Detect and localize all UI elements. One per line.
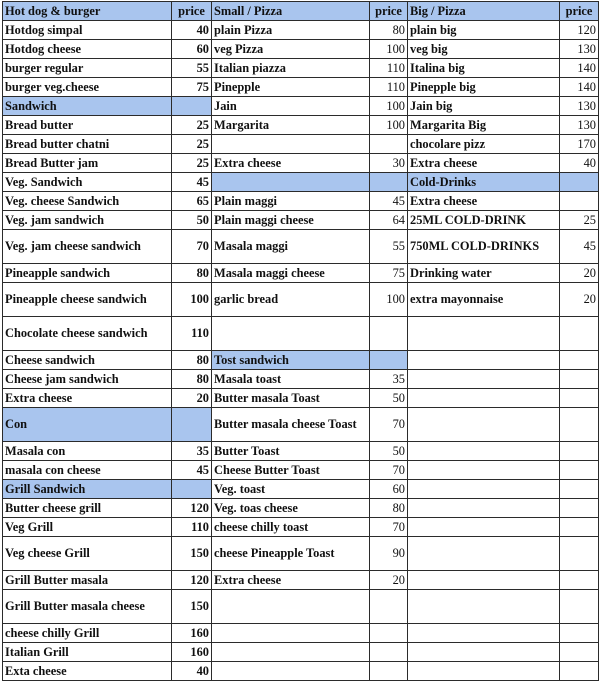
col3-price-header: price (560, 2, 599, 21)
menu-item-name: Veg. jam sandwich (3, 211, 172, 230)
menu-item-name: Extra cheese (212, 154, 370, 173)
menu-row (3, 116, 599, 135)
menu-item-price (560, 461, 599, 480)
menu-item-name: burger veg.cheese (3, 78, 172, 97)
menu-item-price: 65 (172, 192, 212, 211)
menu-item-price: 40 (172, 21, 212, 40)
menu-item-name (212, 590, 370, 624)
menu-row (3, 230, 599, 264)
menu-item-name (212, 662, 370, 681)
menu-item-name: Bread butter (3, 116, 172, 135)
menu-item-price (560, 442, 599, 461)
menu-item-price (560, 389, 599, 408)
menu-item-price (172, 97, 212, 116)
menu-item-price: 25 (172, 116, 212, 135)
menu-item-price: 100 (370, 40, 408, 59)
menu-item-price: 80 (370, 21, 408, 40)
menu-item-name: Extra cheese (408, 154, 560, 173)
menu-item-name: Pinepple big (408, 78, 560, 97)
menu-row (3, 211, 599, 230)
menu-item-price: 100 (172, 283, 212, 317)
menu-item-name: Veg cheese Grill (3, 537, 172, 571)
menu-item-price (560, 351, 599, 370)
menu-item-name: cheese chilly toast (212, 518, 370, 537)
menu-item-name: 750ML COLD-DRINKS (408, 230, 560, 264)
menu-item-name: Butter Toast (212, 442, 370, 461)
menu-item-price: 160 (172, 643, 212, 662)
menu-item-price (560, 499, 599, 518)
menu-item-price: 20 (370, 571, 408, 590)
menu-item-price (560, 408, 599, 442)
menu-item-price: 55 (370, 230, 408, 264)
menu-item-price (560, 624, 599, 643)
menu-item-name (408, 624, 560, 643)
menu-item-price: 120 (172, 499, 212, 518)
menu-item-price: 130 (560, 97, 599, 116)
menu-item-name: Extra cheese (3, 389, 172, 408)
menu-item-price (172, 408, 212, 442)
menu-item-name: Masala con (3, 442, 172, 461)
col2-price-header: price (370, 2, 408, 21)
menu-item-price: 45 (172, 173, 212, 192)
menu-item-price (370, 351, 408, 370)
menu-item-price (172, 480, 212, 499)
menu-item-name: garlic bread (212, 283, 370, 317)
menu-item-price: 75 (370, 264, 408, 283)
menu-item-name: Butter masala Toast (212, 389, 370, 408)
menu-item-name: masala con cheese (3, 461, 172, 480)
menu-item-name (408, 537, 560, 571)
menu-item-price: 130 (560, 116, 599, 135)
menu-item-name: Masala toast (212, 370, 370, 389)
menu-item-price: 70 (172, 230, 212, 264)
menu-item-price (560, 173, 599, 192)
section-heading (212, 173, 370, 192)
menu-item-name: Veg Grill (3, 518, 172, 537)
menu-item-price (560, 662, 599, 681)
menu-row (3, 264, 599, 283)
menu-item-name: Chocolate cheese sandwich (3, 317, 172, 351)
menu-item-price: 70 (370, 461, 408, 480)
menu-row (3, 283, 599, 317)
menu-item-name (408, 370, 560, 389)
menu-item-price (560, 518, 599, 537)
menu-item-name (408, 351, 560, 370)
menu-row (3, 317, 599, 351)
menu-row (3, 40, 599, 59)
menu-item-name (408, 389, 560, 408)
header-row (3, 2, 599, 21)
menu-row (3, 480, 599, 499)
menu-row (3, 499, 599, 518)
menu-item-name: Drinking water (408, 264, 560, 283)
menu-item-price: 35 (370, 370, 408, 389)
menu-item-name (212, 624, 370, 643)
menu-item-price: 70 (370, 518, 408, 537)
menu-item-price (560, 571, 599, 590)
menu-row (3, 154, 599, 173)
menu-row (3, 518, 599, 537)
menu-item-name: Bread butter chatni (3, 135, 172, 154)
menu-row (3, 624, 599, 643)
menu-item-price: 25 (172, 154, 212, 173)
menu-item-name: plain Pizza (212, 21, 370, 40)
menu-item-name: Veg. toas cheese (212, 499, 370, 518)
menu-item-price: 50 (370, 442, 408, 461)
menu-item-price (560, 317, 599, 351)
menu-item-name (408, 662, 560, 681)
menu-row (3, 192, 599, 211)
menu-item-price: 25 (560, 211, 599, 230)
menu-item-price: 80 (172, 370, 212, 389)
menu-item-price (370, 624, 408, 643)
menu-item-name: Pineapple cheese sandwich (3, 283, 172, 317)
menu-item-price (560, 590, 599, 624)
menu-item-name: Margarita Big (408, 116, 560, 135)
menu-row (3, 662, 599, 681)
menu-item-name: Hotdog simpal (3, 21, 172, 40)
section-heading: Cold-Drinks (408, 173, 560, 192)
menu-item-name (408, 590, 560, 624)
menu-item-price: 80 (172, 351, 212, 370)
menu-item-name: Veg. jam cheese sandwich (3, 230, 172, 264)
menu-item-name (408, 408, 560, 442)
menu-item-price (370, 643, 408, 662)
menu-item-name (408, 461, 560, 480)
menu-row (3, 389, 599, 408)
menu-row (3, 370, 599, 389)
menu-item-name: Plain maggi cheese (212, 211, 370, 230)
menu-item-name: plain big (408, 21, 560, 40)
menu-item-price (370, 135, 408, 154)
menu-item-price: 45 (172, 461, 212, 480)
menu-item-name: Margarita (212, 116, 370, 135)
section-heading: Sandwich (3, 97, 172, 116)
menu-item-price: 150 (172, 590, 212, 624)
menu-item-name: Cheese jam sandwich (3, 370, 172, 389)
menu-item-price: 75 (172, 78, 212, 97)
col1-header: Hot dog & burger (3, 2, 172, 21)
section-heading: Tost sandwich (212, 351, 370, 370)
menu-item-price (370, 590, 408, 624)
menu-item-name (408, 480, 560, 499)
menu-item-name (212, 317, 370, 351)
menu-item-name: Jain (212, 97, 370, 116)
menu-item-name: Pinepple (212, 78, 370, 97)
menu-item-price (370, 173, 408, 192)
menu-row (3, 571, 599, 590)
menu-item-name: Butter masala cheese Toast (212, 408, 370, 442)
menu-item-price: 100 (370, 283, 408, 317)
menu-item-name: chocolare pizz (408, 135, 560, 154)
menu-item-name: veg Pizza (212, 40, 370, 59)
menu-item-price: 110 (370, 59, 408, 78)
menu-item-price: 90 (370, 537, 408, 571)
menu-item-price: 50 (172, 211, 212, 230)
menu-item-name: Masala maggi cheese (212, 264, 370, 283)
menu-item-price: 64 (370, 211, 408, 230)
menu-item-price: 45 (370, 192, 408, 211)
menu-item-name: cheese Pineapple Toast (212, 537, 370, 571)
menu-row (3, 59, 599, 78)
menu-item-price (560, 480, 599, 499)
menu-item-price: 60 (370, 480, 408, 499)
menu-item-name: Italina big (408, 59, 560, 78)
menu-item-name: Italian piazza (212, 59, 370, 78)
menu-item-name (408, 643, 560, 662)
menu-item-name: Cheese Butter Toast (212, 461, 370, 480)
menu-body (3, 21, 599, 681)
menu-item-price: 20 (560, 264, 599, 283)
menu-item-price: 20 (560, 283, 599, 317)
menu-item-name (408, 317, 560, 351)
menu-row (3, 461, 599, 480)
menu-item-price: 110 (172, 317, 212, 351)
menu-item-price: 30 (370, 154, 408, 173)
menu-item-price (560, 192, 599, 211)
menu-row (3, 408, 599, 442)
menu-item-price (370, 317, 408, 351)
menu-item-price: 20 (172, 389, 212, 408)
menu-item-name: Cheese sandwich (3, 351, 172, 370)
menu-item-price: 160 (172, 624, 212, 643)
menu-item-price: 45 (560, 230, 599, 264)
menu-item-price: 100 (370, 116, 408, 135)
menu-item-name: Veg. toast (212, 480, 370, 499)
menu-item-name: Exta cheese (3, 662, 172, 681)
menu-item-name: extra mayonnaise (408, 283, 560, 317)
menu-item-price (560, 643, 599, 662)
menu-item-name: Veg. cheese Sandwich (3, 192, 172, 211)
menu-row (3, 97, 599, 116)
menu-item-price: 40 (172, 662, 212, 681)
col3-header: Big / Pizza (408, 2, 560, 21)
menu-item-name: 25ML COLD-DRINK (408, 211, 560, 230)
menu-row (3, 135, 599, 154)
menu-item-name: Masala maggi (212, 230, 370, 264)
menu-item-name: Extra cheese (408, 192, 560, 211)
menu-item-price (370, 662, 408, 681)
menu-item-name: Bread Butter jam (3, 154, 172, 173)
menu-item-price: 70 (370, 408, 408, 442)
menu-item-price: 110 (172, 518, 212, 537)
menu-item-name: Extra cheese (212, 571, 370, 590)
menu-item-name (408, 518, 560, 537)
menu-item-price: 80 (172, 264, 212, 283)
col2-header: Small / Pizza (212, 2, 370, 21)
menu-item-price: 120 (172, 571, 212, 590)
menu-item-price: 35 (172, 442, 212, 461)
col1-price-header: price (172, 2, 212, 21)
menu-item-name: Jain big (408, 97, 560, 116)
menu-item-price: 150 (172, 537, 212, 571)
menu-item-name (212, 643, 370, 662)
menu-row (3, 78, 599, 97)
menu-item-name: burger regular (3, 59, 172, 78)
menu-item-price: 100 (370, 97, 408, 116)
menu-item-name: Italian Grill (3, 643, 172, 662)
menu-item-price (560, 370, 599, 389)
menu-item-price: 25 (172, 135, 212, 154)
menu-item-name: veg big (408, 40, 560, 59)
menu-item-name: Pineapple sandwich (3, 264, 172, 283)
menu-item-price (560, 537, 599, 571)
menu-item-price: 140 (560, 78, 599, 97)
menu-item-price: 140 (560, 59, 599, 78)
menu-item-price: 40 (560, 154, 599, 173)
menu-row (3, 537, 599, 571)
menu-item-name: Grill Butter masala cheese (3, 590, 172, 624)
menu-item-name (212, 135, 370, 154)
menu-item-name (408, 571, 560, 590)
menu-item-price: 80 (370, 499, 408, 518)
menu-item-price: 130 (560, 40, 599, 59)
menu-item-price: 50 (370, 389, 408, 408)
menu-row (3, 173, 599, 192)
menu-item-price: 120 (560, 21, 599, 40)
menu-row (3, 351, 599, 370)
section-heading: Grill Sandwich (3, 480, 172, 499)
menu-item-name: Plain maggi (212, 192, 370, 211)
menu-item-price: 110 (370, 78, 408, 97)
menu-item-price: 170 (560, 135, 599, 154)
menu-row (3, 590, 599, 624)
menu-item-name: cheese chilly Grill (3, 624, 172, 643)
menu-item-name (408, 499, 560, 518)
menu-item-name: Grill Butter masala (3, 571, 172, 590)
menu-row (3, 643, 599, 662)
menu-item-name: Butter cheese grill (3, 499, 172, 518)
menu-row (3, 442, 599, 461)
menu-item-price: 55 (172, 59, 212, 78)
menu-row (3, 21, 599, 40)
menu-item-name: Veg. Sandwich (3, 173, 172, 192)
menu-item-name (408, 442, 560, 461)
menu-table (2, 1, 599, 681)
menu-item-name: Hotdog cheese (3, 40, 172, 59)
menu-item-price: 60 (172, 40, 212, 59)
section-heading: Con (3, 408, 172, 442)
